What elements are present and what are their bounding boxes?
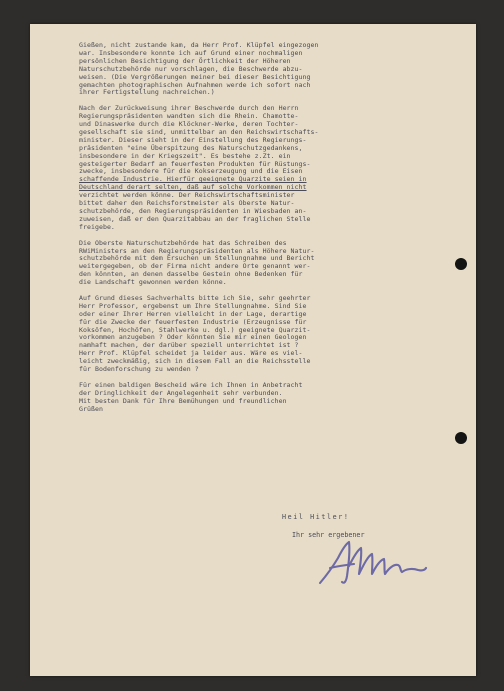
letter-paragraph xyxy=(79,295,431,374)
text-line: Die Oberste Naturschutzbehörde hat das Schreiben des xyxy=(79,238,287,247)
text-line: Gießen, nicht zustande kam, da Herr Prof. Klüpfel eingezogen xyxy=(79,41,319,49)
text-line: namhaft machen, der darüber speziell unterrichtet ist ? xyxy=(79,341,299,350)
letter-paragraph xyxy=(79,42,431,97)
text-line: Nach der Zurückweisung ihrer Beschwerde durch den Herrn xyxy=(79,104,299,113)
text-line: Mit besten Dank für Ihre Bemühungen und freundlichen xyxy=(79,396,287,405)
letter-paragraph xyxy=(79,382,431,414)
text-line: für die Zwecke der feuerfesten Industrie (Erzeugnisse für xyxy=(79,317,307,326)
text-line: insbesondere in der Kriegszeit". Es bestehe z.Zt. ein xyxy=(79,151,291,160)
text-line: Regierungspräsidenten wandten sich die Rhein. Chamotte- xyxy=(79,112,299,121)
text-line: ihrer Fertigstellung nachreichen.) xyxy=(79,88,215,97)
text-line: schutzbehörde mit dem Ersuchen um Stellungnahme und Bericht xyxy=(79,254,315,263)
text-line: oder einer Ihrer Herren vielleicht in der Lage, derartige xyxy=(79,309,307,318)
letter-body xyxy=(79,42,431,421)
text-line: zwecke, insbesondere für die Kokserzeugung und die Eisen xyxy=(79,167,303,176)
text-line: Auf Grund dieses Sachverhalts bitte ich Sie, sehr geehrter xyxy=(79,293,311,302)
text-line: verzichtet werden könne. Der Reichswirtschaftsminister xyxy=(79,191,295,200)
text-line: und Dinaswerke durch die Klöckner-Werke, deren Tochter- xyxy=(79,120,299,129)
handwritten-signature xyxy=(316,538,428,588)
letter-paragraph xyxy=(79,105,431,232)
punch-hole xyxy=(455,432,467,444)
text-line: schaffende Industrie. Hierfür geeignete Quarzite seien in xyxy=(79,175,307,184)
text-line: der Dringlichkeit der Angelegenheit sehr verbunden. xyxy=(79,388,283,397)
text-line: vorkommen anzugeben ? Oder könnten Sie mir einen Geologen xyxy=(79,333,307,342)
text-line: bittet daher den Reichsforstmeister als Oberste Natur- xyxy=(79,199,295,208)
text-line: gesteigerter Bedarf an feuerfesten Produkten für Rüstungs- xyxy=(79,159,311,168)
text-line: Koksöfen, Hochöfen, Stahlwerke u. dgl.) geeignete Quarzit- xyxy=(79,325,311,334)
text-line: Für einen baldigen Bescheid wäre ich Ihnen in Anbetracht xyxy=(79,380,303,389)
text-line: präsidenten "eine Überspitzung des Naturschutzgedankens, xyxy=(79,143,303,152)
text-line: freigebe. xyxy=(79,222,115,231)
text-line: für Bodenforschung zu wenden ? xyxy=(79,365,199,374)
closing-salute: Heil Hitler! xyxy=(282,513,350,521)
punch-hole xyxy=(455,258,467,270)
text-line: Grüßen xyxy=(79,404,103,413)
text-line: Herr Prof. Klüpfel scheidet ja leider aus. Wäre es viel- xyxy=(79,349,303,358)
text-line: gesellschaft sie sind, unmittelbar an den Reichswirtschafts- xyxy=(79,127,319,136)
text-line: Herr Professor, ergebenst um Ihre Stellungnahme. Sind Sie xyxy=(79,301,307,310)
text-line: minister. Dieser sieht in der Einstellung des Regierungs- xyxy=(79,135,307,144)
text-line: gemachten photographischen Aufnahmen werde ich sofort nach xyxy=(79,80,311,89)
closing-regards: Ihr sehr ergebener xyxy=(292,531,365,539)
text-line: Naturschutzbehörde nur vorschlagen, die Beschwerde abzu- xyxy=(79,64,303,73)
text-line: den könnten, an denen dasselbe Gestein ohne Bedenken für xyxy=(79,270,303,279)
text-line: war. Insbesondere konnte ich auf Grund einer nochmaligen xyxy=(79,48,303,57)
text-line: persönlichen Besichtigung der Örtlichkeit der Höheren xyxy=(79,56,291,65)
text-line: schutzbehörde, den Regierungspräsidenten in Wiesbaden an- xyxy=(79,207,307,216)
text-line: zuweisen, daß er den Quarzitabbau an der fraglichen Stelle xyxy=(79,214,311,223)
text-line: weisen. (Die Vergrößerungen meiner bei dieser Besichtigung xyxy=(79,72,311,81)
text-line: die Landschaft gewonnen werden könne. xyxy=(79,278,227,287)
text-line: weitergegeben, ob der Firma nicht andere Orte genannt wer- xyxy=(79,262,311,271)
text-line: leicht zweckmäßig, sich in diesem Fall an die Reichsstelle xyxy=(79,357,311,366)
text-line: RWiMinisters an den Regierungspräsidenten als Höhere Natur- xyxy=(79,246,315,255)
letter-paragraph xyxy=(79,240,431,287)
text-line: Deutschland derart selten, daß auf solche Vorkommen nicht xyxy=(79,183,307,192)
